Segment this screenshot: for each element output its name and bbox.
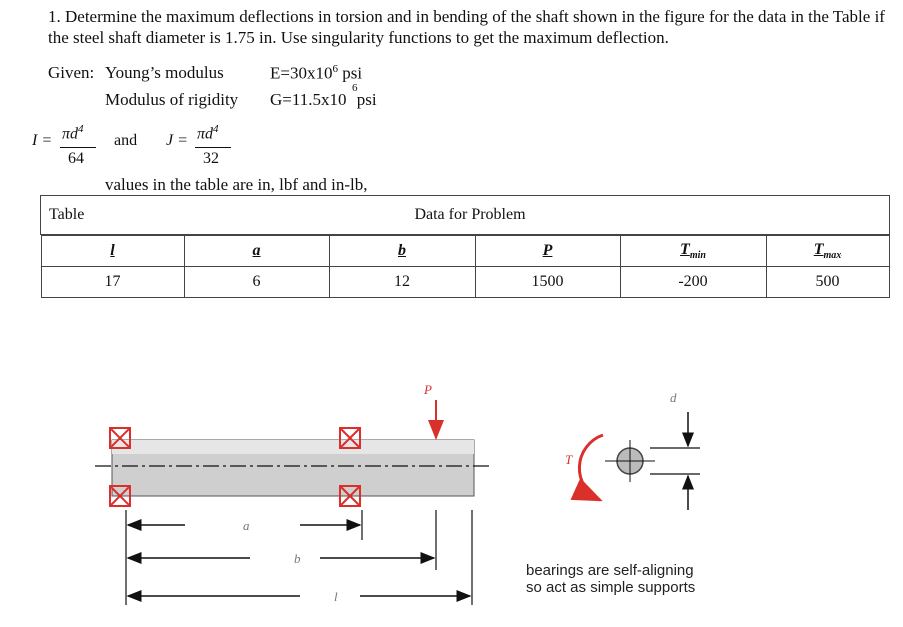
header-l: l (41, 236, 184, 267)
header-Tmin: $T_{min}$ (620, 236, 766, 267)
cell-Tmin: -200 (620, 267, 766, 298)
formula-I-numerator: $\pi d^4$ (62, 123, 84, 143)
problem-statement: 1. Determine the maximum deflections in torsion and in bending of the shaft shown in the figure for the data in the Table if the steel shaft diameter is 1.75 in. Use singularity functions to get the maximum deflection. (48, 7, 885, 47)
caption-line-2: so act as simple supports (526, 579, 696, 596)
table-header-row (41, 236, 889, 267)
formula-J-numerator: $\pi d^4$ (197, 123, 219, 143)
header-Tmax: $T_{max}$ (766, 236, 889, 267)
rigidity-value-unit: psi (356, 90, 377, 109)
caption-line-1: bearings are self-aligning (526, 562, 694, 579)
cross-section (565, 390, 700, 510)
formula-I-denominator: 64 (68, 150, 84, 167)
youngs-modulus-label: Young’s modulus (105, 63, 224, 82)
table-row (41, 267, 889, 298)
units-note: values in the table are in, lbf and in-lb, (105, 175, 368, 194)
given-label: Given: (48, 63, 95, 82)
rigidity-label: Modulus of rigidity (105, 90, 239, 109)
formula-and: and (114, 132, 138, 149)
label-d: d (670, 390, 677, 405)
youngs-value-exponent: 6 (332, 63, 338, 75)
rigidity-value-base: G=11.5x10 (270, 90, 347, 109)
cell-a: 6 (184, 267, 329, 298)
youngs-value-base: E=30x10 (270, 63, 333, 83)
formula-J-lhs: J = (166, 132, 188, 149)
label-l: l (334, 589, 338, 604)
header-P: P (475, 236, 620, 267)
data-table (40, 195, 890, 298)
formula-I-fraction-bar (60, 147, 96, 148)
formula-I-lhs: I = (32, 132, 53, 149)
formula-J-fraction-bar (195, 147, 231, 148)
label-b: b (294, 551, 301, 566)
torque-arrow (579, 435, 603, 500)
rigidity-value (270, 82, 377, 110)
table-title: Data for Problem (110, 196, 890, 235)
rigidity-value-exponent: 6 (352, 82, 358, 94)
shaft-highlight (112, 440, 474, 454)
cell-P: 1500 (475, 267, 620, 298)
label-P: P (424, 382, 432, 397)
formula-J-denominator: 32 (203, 150, 219, 167)
shaft-figure (0, 360, 903, 627)
label-T: T (565, 452, 573, 467)
inertia-formulas (30, 118, 250, 178)
label-a: a (243, 518, 250, 533)
youngs-modulus-value (270, 63, 362, 84)
cell-l: 17 (41, 267, 184, 298)
cell-Tmax: 500 (766, 267, 889, 298)
cell-b: 12 (329, 267, 475, 298)
header-b: b (329, 236, 475, 267)
youngs-value-unit: psi (342, 63, 363, 83)
header-a: a (184, 236, 329, 267)
figure-caption (526, 562, 695, 596)
table-inner (41, 235, 890, 298)
table-label: Table (41, 196, 111, 235)
